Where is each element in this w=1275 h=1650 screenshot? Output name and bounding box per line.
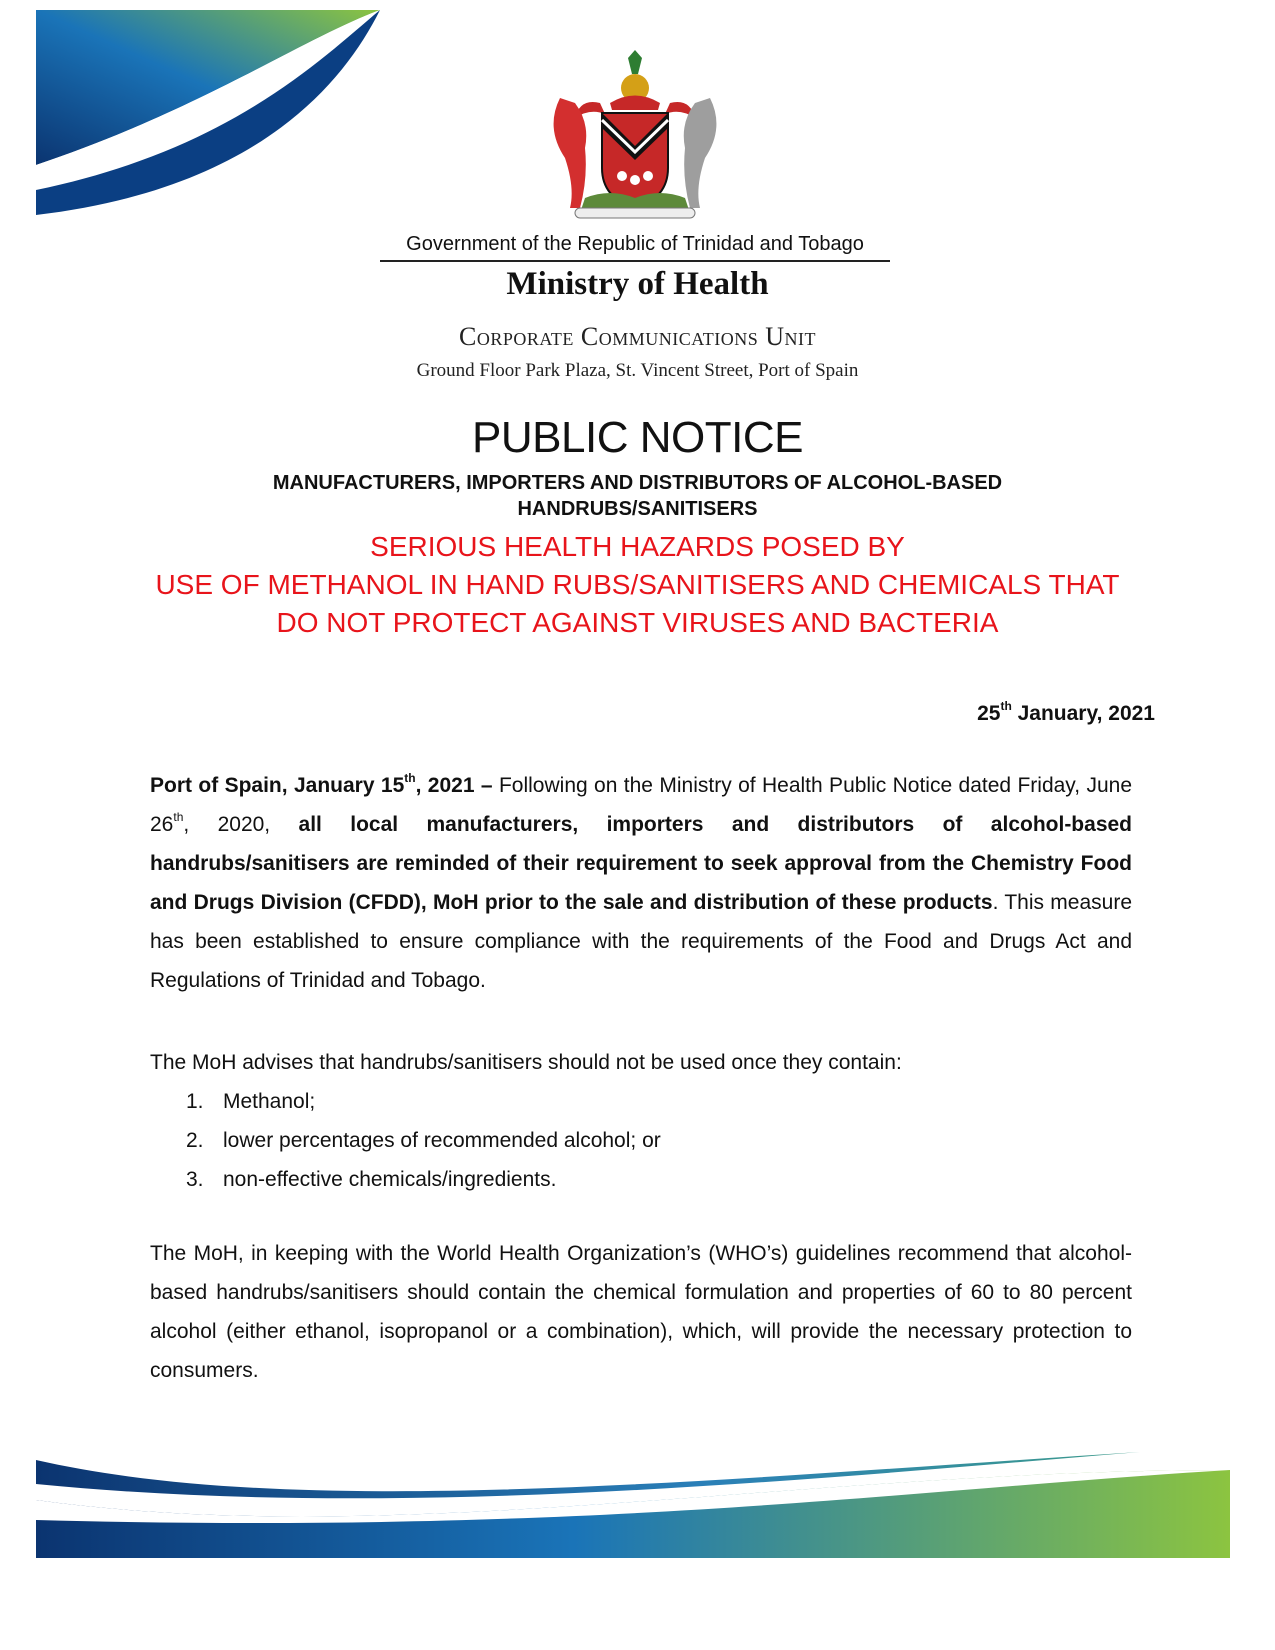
subheading-line: MANUFACTURERS, IMPORTERS AND DISTRIBUTORS OF ALCOHOL-BASED: [272, 472, 1003, 494]
notice-subheading: [0, 470, 1275, 522]
government-name: Government of the Republic of Trinidad and Tobago: [380, 233, 890, 262]
list-item: 1. Methanol;: [186, 1090, 316, 1113]
dateline: Port of Spain, January 15th, 2021 –: [150, 771, 493, 797]
list-item: 2. lower percentages of recommended alcohol; or: [186, 1129, 661, 1152]
bottom-swoosh-graphic: [0, 1440, 1275, 1570]
date-day: 25: [977, 702, 1001, 725]
unit-name: Corporate Communications Unit: [459, 322, 816, 351]
hazard-line: SERIOUS HEALTH HAZARDS POSED BY: [370, 531, 905, 562]
date-month-year: January, 2021: [1011, 702, 1155, 725]
coat-of-arms-crest: [530, 48, 740, 223]
hazard-headline: [0, 528, 1275, 642]
address: Ground Floor Park Plaza, St. Vincent Street, Port of Spain: [416, 360, 859, 381]
notice-date: [977, 699, 1155, 726]
paragraph-advisory: The MoH advises that handrubs/sanitisers should not be used once they contain:: [150, 1051, 902, 1074]
approval-requirement: all local manufacturers, importers and distributors of alcohol-based handrubs/sanitisers are reminded of their requirement to seek approval from the Chemistry Food and Drugs Division (CFDD), MoH prior to the sale and distribution of these products: [150, 813, 1132, 914]
notice-title: PUBLIC NOTICE: [472, 413, 803, 462]
date-suffix: th: [1000, 699, 1012, 713]
paragraph-approval: Port of Spain, January 15th, 2021 – Following on the Ministry of Health Public Notice dated Friday, June 26th, 2020, all local manufacturers, importers and distributors of alcohol-based handrubs/sanitisers are reminded of their requirement to seek approval from the Chemistry Food and Drugs Division (CFDD), MoH prior to the sale and distribution of these products. This measure has been established to ensure compliance with the requirements of the Food and Drugs Act and Regulations of Trinidad and Tobago.: [150, 771, 1133, 992]
paragraph-who-guidelines: The MoH, in keeping with the World Health Organization’s (WHO’s) guidelines recommend that alcohol-based handrubs/sanitisers should contain the chemical formulation and properties of 60 to 80 percent alcohol (either ethanol, isopropanol or a combination), which, will provide the necessary protection to consumers.: [150, 1242, 1132, 1382]
hazard-line: DO NOT PROTECT AGAINST VIRUSES AND BACTERIA: [276, 607, 999, 638]
list-item: 3. non-effective chemicals/ingredients.: [186, 1168, 557, 1191]
ministry-name: Ministry of Health: [506, 266, 769, 302]
top-swoosh-graphic: [0, 0, 400, 220]
contaminant-list: [186, 1082, 661, 1199]
subheading-line: HANDRUBS/SANITISERS: [517, 498, 758, 520]
hazard-line: USE OF METHANOL IN HAND RUBS/SANITISERS AND CHEMICALS THAT: [155, 569, 1120, 600]
